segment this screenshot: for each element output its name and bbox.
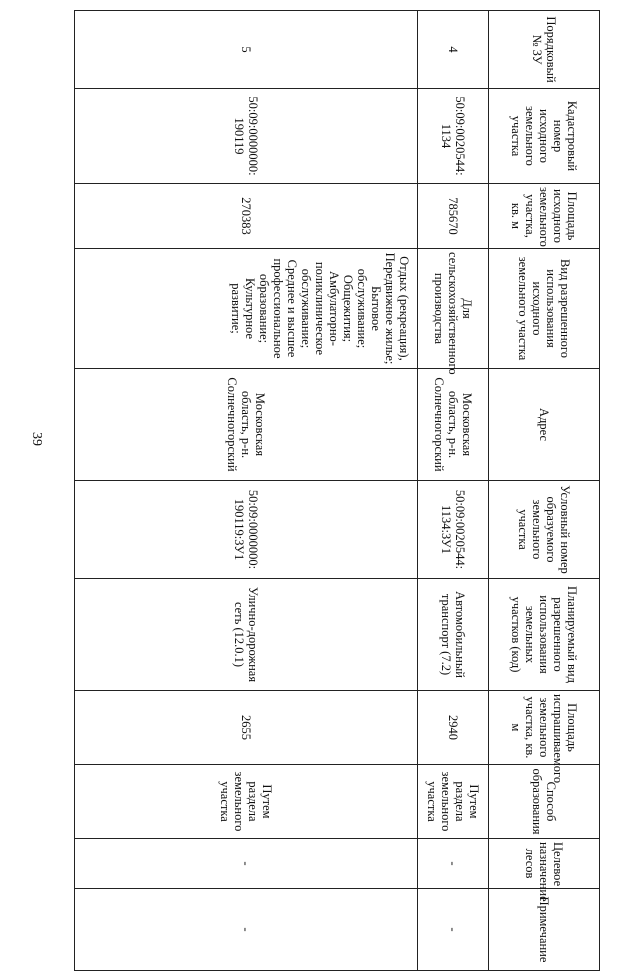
address: Московская область, р-н. Солнечногорский	[75, 369, 418, 481]
row-number: 4	[418, 11, 489, 89]
header-cell: Адрес	[489, 369, 600, 481]
source-permitted-use: Отдых (рекреация), Передвижное жилье; Бытовое обслуживание; Общежития; Амбулаторно-поликлиническое обслуживание; Среднее и высшее профессиональное образование; Культурное развитие;	[75, 249, 418, 369]
header-cell: Условный номер образуемого земельного участка	[489, 481, 600, 579]
table-row	[418, 11, 489, 971]
cadastral-number: 50:09:0000000: 190119	[75, 89, 418, 184]
cadastral-number: 50:09:0020544: 1134	[418, 89, 489, 184]
formation-method: Путем раздела земельного участка	[75, 765, 418, 839]
header-cell: Порядковый № ЗУ	[489, 11, 600, 89]
planned-permitted-use: Автомобильный транспорт (7.2)	[418, 579, 489, 691]
source-permitted-use: Для сельскохозяйственного производства	[418, 249, 489, 369]
source-area: 270383	[75, 184, 418, 249]
table-row	[75, 11, 418, 971]
header-cell: Площадь испрашиваемого земельного участка, кв. м	[489, 691, 600, 765]
conditional-number: 50:09:0020544: 1134:ЗУ1	[418, 481, 489, 579]
address: Московская область, р-н. Солнечногорский	[418, 369, 489, 481]
header-cell: Вид разрешенного использования исходного земельного участка	[489, 249, 600, 369]
requested-area: 2940	[418, 691, 489, 765]
header-cell: Площадь исходного земельного участка, кв. м	[489, 184, 600, 249]
forest-purpose: -	[75, 839, 418, 889]
land-plots-table-rotated	[75, 10, 600, 963]
header-cell: Планируемый вид разрешенного использования земельных участков (код)	[489, 579, 600, 691]
header-cell: Способ образования	[489, 765, 600, 839]
page-number: 39	[29, 432, 44, 446]
forest-purpose: -	[418, 839, 489, 889]
header-row	[489, 11, 600, 971]
header-cell: Примечание	[489, 889, 600, 971]
note: -	[418, 889, 489, 971]
formation-method: Путем раздела земельного участка	[418, 765, 489, 839]
requested-area: 2655	[75, 691, 418, 765]
header-cell: Кадастровый номер исходного земельного участка	[489, 89, 600, 184]
planned-permitted-use: Улично-дорожная сеть (12.0.1)	[75, 579, 418, 691]
note: -	[75, 889, 418, 971]
conditional-number: 50:09:0000000: 190119:ЗУ1	[75, 481, 418, 579]
land-plots-table	[74, 10, 600, 971]
row-number: 5	[75, 11, 418, 89]
header-cell: Целевое назначение лесов	[489, 839, 600, 889]
source-area: 785670	[418, 184, 489, 249]
